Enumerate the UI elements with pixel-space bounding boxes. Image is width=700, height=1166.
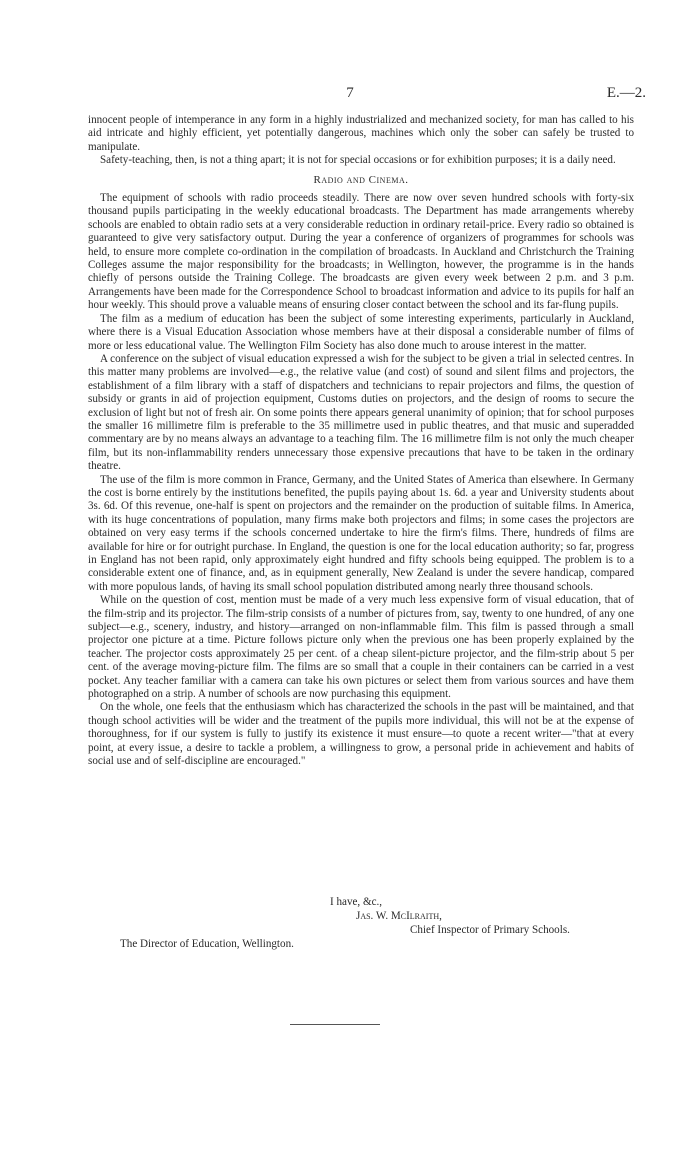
signatory: Jas. W. McIlraith, (356, 910, 442, 922)
signatory-title: Chief Inspector of Primary Schools. (410, 924, 570, 936)
paragraph: While on the question of cost, mention must be made of a very much less expensive form of visual education, that of the film-strip and its projector. The film-strip consists of a number of pictures from, say, twenty to one hundred, of any one subject—e.g., scenery, industry, and history—arranged on non-inflammable film. This film is passed through a small projector one picture at a time. Picture follows picture only when the previous one has been properly explained by the teacher. The projector costs approximately 25 per cent. of a cheap silent-picture projector, and the film-strip about 5 per cent. of the average moving-picture film. The films are so small that a couple in their containers can be carried in a vest pocket. Any teacher familiar with a camera can take his own pictures or select them from various sources and have them photographed on a strip. A number of schools are now purchasing this equipment. (88, 594, 634, 701)
paragraph: innocent people of intemperance in any form in a highly industrialized and mechanized society, for man has called to his aid intricate and highly efficient, yet potentially dangerous, machines which only the sober can safely be trusted to manipulate. (88, 114, 634, 153)
salutation: I have, &c., (330, 896, 383, 908)
document-code: E.—2. (606, 85, 646, 101)
end-rule (290, 1024, 380, 1025)
page-number: 7 (346, 85, 354, 101)
addressee: The Director of Education, Wellington. (120, 938, 294, 950)
report-body (88, 114, 634, 769)
section-heading: Radio and Cinema. (313, 173, 409, 186)
paragraph: The film as a medium of education has been the subject of some interesting experiments, particularly in Auckland, where there is a Visual Education Association whose members have at their disposal a considerable number of films of more or less educational value. The Wellington Film Society has also done much to arouse interest in the matter. (88, 312, 634, 352)
paragraph: The equipment of schools with radio proceeds steadily. There are now over seven hundred schools with forty-six thousand pupils participating in the weekly educational broadcasts. The Department has made arrangements whereby schools are enabled to obtain radio sets at a very considerable reduction in ordinary retail-price. Every radio so obtained is guaranteed to give very satisfactory output. During the year a conference of organizers of programmes for schools was held, to ensure more complete co-ordination in the compilation of broadcasts. In Auckland and Christchurch the Training Colleges assume the major responsibility for the broadcasts; in Wellington, however, the programme is in the hands chiefly of persons outside the Training College. The broadcasts are given every week between 2 p.m. and 3 p.m. Arrangements have been made for the Correspondence School to broadcast information and advice to its pupils for half an hour weekly. This should prove a valuable means of ensuring closer contact between the school and its far-flung pupils. (88, 192, 634, 312)
paragraph: On the whole, one feels that the enthusiasm which has characterized the schools in the past will be maintained, and that though school activities will be wider and the treatment of the pupils more individual, this will not be at the expense of thoroughness, for if our system is fully to justify its existence it must ensure—to quote a recent writer—"that at every point, at every issue, a desire to tackle a problem, a willingness to grow, a personal pride in achievement and habits of social use and of self-discipline are encouraged." (88, 701, 634, 768)
paragraph: The use of the film is more common in France, Germany, and the United States of America than elsewhere. In Germany the cost is borne entirely by the institutions benefited, the pupils paying about 1s. 6d. a year and University students about 3s. 6d. Of this revenue, one-half is spent on projectors and the remainder on the production of suitable films. In America, with its huge concentrations of population, many firms make both projectors and films; in some cases the projectors are obtained on very easy terms if the schools concerned undertake to hire the firm's films. There, hundreds of films are available for hire or for outright purchase. In England, the question is one for the local education authority; so far, progress in England has not been rapid, only approximately eight hundred and fifty schools being equipped. The problem is to a considerable extent one of finance, and, as in equipment generally, New Zealand is under the severe handicap, compared with more populous lands, of having its small school population distributed among nearly three thousand schools. (88, 473, 634, 593)
paragraph: Safety-teaching, then, is not a thing apart; it is not for special occasions or for exhibition purposes; it is a daily need. (100, 154, 616, 167)
paragraph: A conference on the subject of visual education expressed a wish for the subject to be given a trial in selected centres. In this matter many problems are involved—e.g., the relative value (and cost) of sound and silent films and projectors, the establishment of a film library with a staff of dispatchers and technicians to repair projectors and films, the question of subsidy or grants in aid of projection equipment, Customs duties on projectors, and the design of rooms to secure the exclusion of light but not of fresh air. On some points there appears general unanimity of opinion; that for school purposes the smaller 16 millimetre film is preferable to the 35 millimetre used in public theatres, and that music and superadded commentary are by no means always an advantage to a teaching film. The 16 millimetre film is not only the much cheaper film, but its non-inflammability renders unnecessary those expensive precautions that have to be taken in the ordinary theatre. (88, 352, 634, 473)
